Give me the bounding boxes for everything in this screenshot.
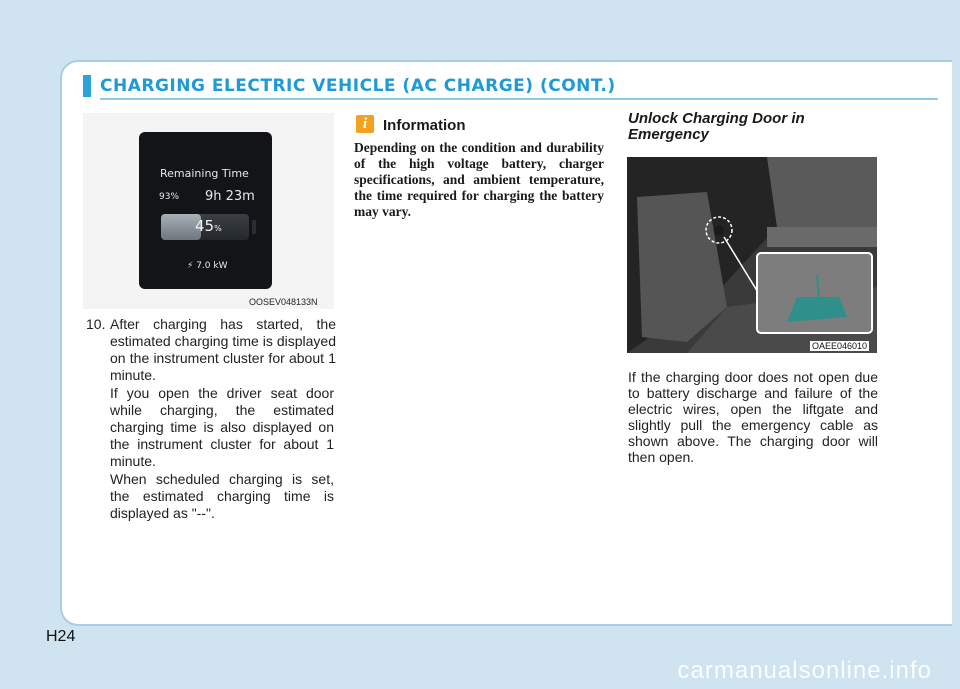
instrument-cluster-figure [83,113,334,309]
step-note-1: If you open the driver seat door while charging, the estimated charging time is also displayed on the instrument cluster for about 1 minute. [110,385,334,469]
figure-code: OOSEV048133N [249,297,318,307]
watermark: carmanualsonline.info [677,657,932,684]
charging-power [187,261,228,271]
figure-code: OAEE046010 [812,341,868,351]
step-text: After charging has started, the estimated charging time is displayed on the instrument cluster for about 1 minute. [110,316,336,383]
soc-unit: % [214,224,222,233]
battery-terminal [252,220,256,234]
battery-gauge [161,214,249,240]
section-title-marker [83,75,91,97]
unlock-instructions: If the charging door does not open due to battery discharge and failure of the electric wires, open the liftgate and slightly pull the emergency cable as shown above. The charging door will then open. [628,369,878,465]
instrument-cluster-display [139,132,272,289]
lightning-icon: ⚡ [187,261,194,271]
step-note-2: When scheduled charging is set, the estimated charging time is displayed as "--". [110,471,334,521]
remaining-time-label: Remaining Time [160,167,249,180]
charging-door-photo [627,157,877,353]
charging-power-value: 7.0 kW [196,261,228,271]
section-title: CHARGING ELECTRIC VEHICLE (AC CHARGE) (CONT.) [100,76,616,96]
charging-door-illustration [627,157,877,353]
title-rule [100,98,938,100]
info-body: Depending on the condition and durability of the high voltage battery, charger specifications, and ambient temperature, the time required for charging the battery may vary. [354,140,604,219]
page-number: H24 [46,628,76,645]
step-number: 10. [86,316,106,332]
battery-percent: 93% [159,192,180,202]
remaining-time-value: 9h 23m [205,189,255,204]
soc-readout [195,217,222,235]
info-title: Information [383,117,466,134]
info-icon: i [356,115,374,133]
unlock-heading: Unlock Charging Door in Emergency [628,110,805,143]
soc-value: 45 [195,217,215,235]
step-10 [86,316,336,384]
